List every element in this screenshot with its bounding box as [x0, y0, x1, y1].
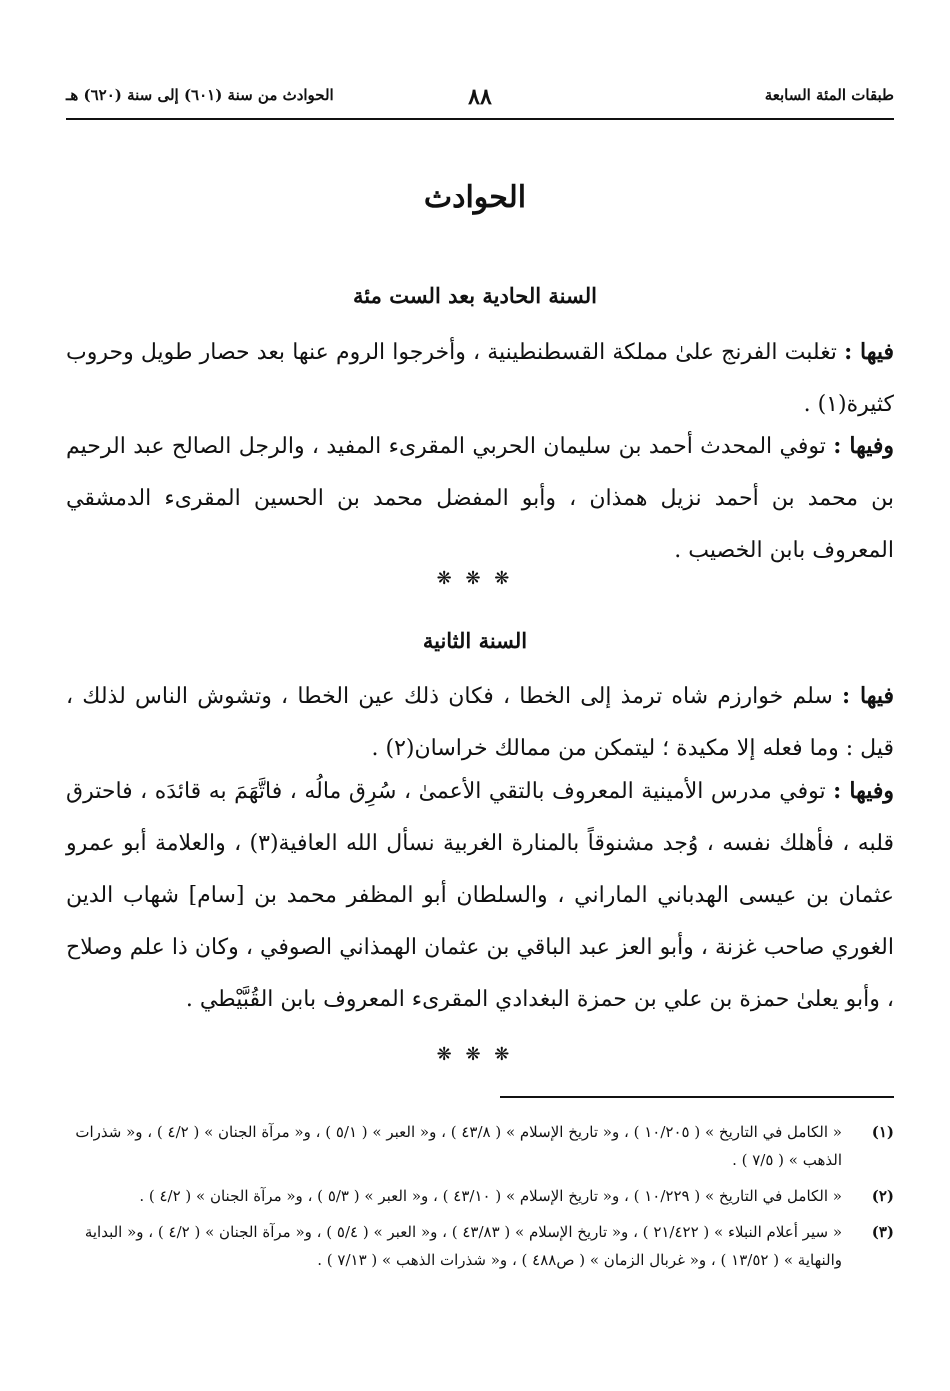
footnote-number: (١): [871, 1123, 894, 1141]
paragraph-text: سلم خوارزم شاه ترمذ إلى الخطا ، فكان ذلك عين الخطا ، وتشوش الناس لذلك ، قيل : وما فعله إلا مكيدة ؛ ليتمكن من ممالك خراسان(٢) .: [66, 684, 894, 761]
paragraph-text: توفي مدرس الأمينية المعروف بالتقي الأعمىٰ ، سُرِق مالُه ، فاتَّهَمَ به قائدَه ، فاحترق قلبه ، فأهلك نفسه ، وُجد مشنوقاً بالمنارة الغربية نسأل الله العافية(٣) ، والعلامة أبو عمرو عثمان بن عيسى الهدباني الماراني ، والسلطان أبو المظفر محمد بن [سام] شهاب الدين الغوري صاحب غزنة ، وأبو العز عبد الباقي بن عثمان الهمذاني الصوفي ، وكان ذا علم وصلاح ، وأبو يعلىٰ حمزة بن علي بن حمزة البغدادي المقرىء المعروف بابن القُبَّيْطي .: [66, 779, 894, 1012]
paragraph: [66, 670, 894, 775]
footnote-rule: [500, 1096, 894, 1098]
paragraph: [66, 420, 894, 577]
paragraph-lead: فيها :: [842, 683, 895, 709]
header-book-title: طبقات المئة السابعة: [764, 86, 894, 104]
page-number: ٨٨: [468, 84, 492, 110]
footnote: [66, 1118, 894, 1174]
page-title: الحوادث: [423, 180, 527, 215]
footnote: [66, 1182, 894, 1210]
footnote-text: « الكامل في التاريخ » ( ١٠/٢٠٥ ) ، و« تاريخ الإسلام » ( ٤٣/٨ ) ، و« العبر » ( ٥/١ ) ، و« مرآة الجنان » ( ٤/٢ ) ، و« شذرات الذهب » ( ٧/٥ ) .: [75, 1123, 842, 1169]
running-header: [66, 84, 894, 120]
footnote: [66, 1218, 894, 1274]
paragraph-lead: فيها :: [844, 339, 895, 365]
paragraph-lead: وفيها :: [833, 433, 895, 459]
paragraph: [66, 765, 894, 1026]
paragraph: [66, 326, 894, 431]
footnote-number: (٢): [871, 1187, 894, 1205]
section-heading-year-601: السنة الحادية بعد الست مئة: [353, 283, 597, 308]
footnote-text: « الكامل في التاريخ » ( ١٠/٢٢٩ ) ، و« تاريخ الإسلام » ( ٤٣/١٠ ) ، و« العبر » ( ٥/٣ ) ، و« مرآة الجنان » ( ٤/٢ ) .: [139, 1187, 842, 1205]
footnotes: [66, 1118, 894, 1282]
paragraph-lead: وفيها :: [833, 778, 895, 804]
paragraph-text: توفي المحدث أحمد بن سليمان الحربي المقرىء المفيد ، والرجل الصالح عبد الرحيم بن محمد بن أحمد نزيل همذان ، وأبو المفضل محمد بن الحسين المقرىء الدمشقي المعروف بابن الخصيب .: [66, 434, 894, 563]
footnote-text: « سير أعلام النبلاء » ( ٢١/٤٢٢ ) ، و« تاريخ الإسلام » ( ٤٣/٨٣ ) ، و« العبر » ( ٥/٤ ) ، و« مرآة الجنان » ( ٤/٢ ) ، و« البداية والنهاية » ( ١٣/٥٢ ) ، و« غربال الزمان » ( ص٤٨٨ ) ، و« شذرات الذهب » ( ٧/١٣ ) .: [84, 1223, 842, 1269]
section-heading-year-602: السنة الثانية: [422, 628, 528, 653]
section-separator: ❋ ❋ ❋: [436, 568, 514, 589]
header-chapter-title: الحوادث من سنة (٦٠١) إلى سنة (٦٢٠) هـ: [66, 86, 334, 104]
paragraph-text: تغلبت الفرنج علىٰ مملكة القسطنطينية ، وأخرجوا الروم عنها بعد حصار طويل وحروب كثيرة(١) .: [66, 340, 894, 417]
footnote-number: (٣): [871, 1223, 894, 1241]
section-separator: ❋ ❋ ❋: [436, 1044, 514, 1065]
